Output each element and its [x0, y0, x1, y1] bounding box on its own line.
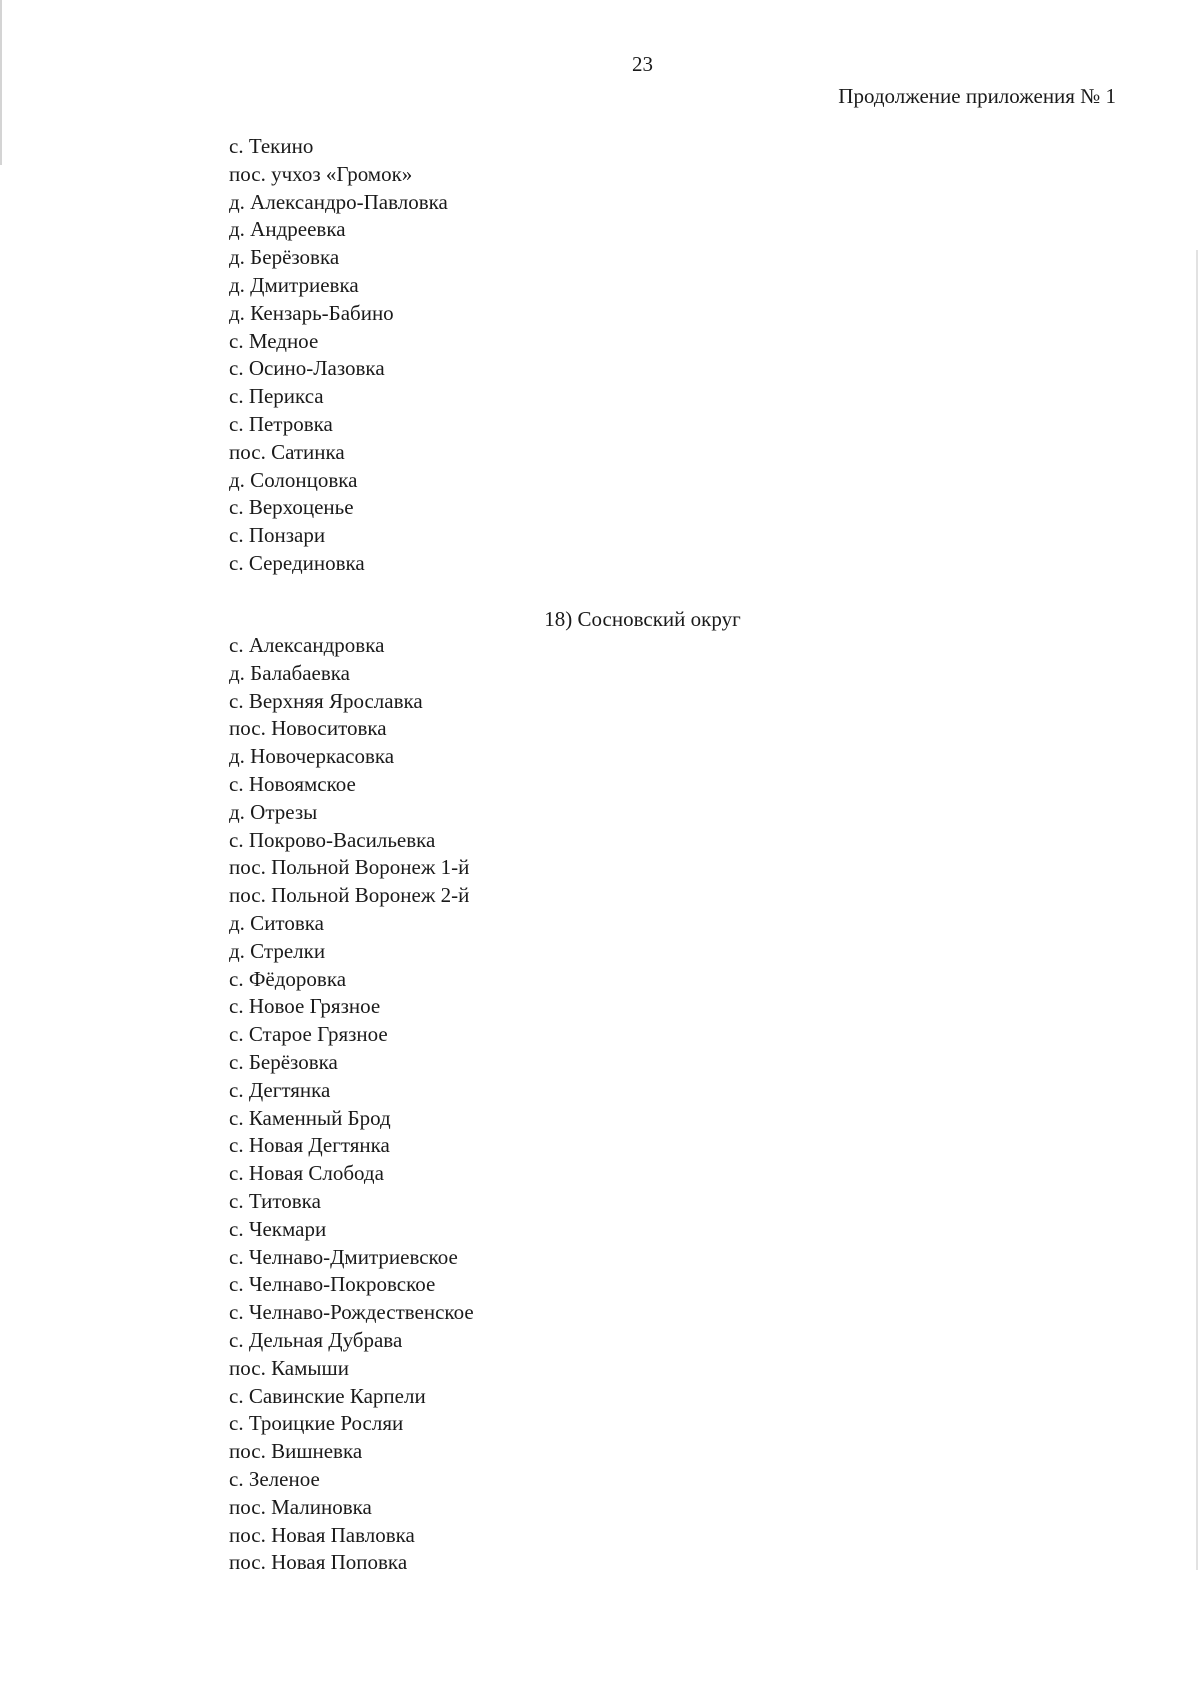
list-item: с. Челнаво-Покровское — [229, 1272, 436, 1297]
list-item: с. Осино-Лазовка — [229, 356, 385, 381]
list-item: пос. Камыши — [229, 1355, 349, 1380]
list-item: с. Берёзовка — [229, 1049, 338, 1074]
list-item: д. Ситовка — [229, 910, 324, 935]
list-item: пос. Польной Воронеж 2-й — [229, 883, 470, 908]
list-item: д. Кензарь-Бабино — [229, 300, 394, 325]
continuation-header: Продолжение приложения № 1 — [838, 84, 1116, 108]
list-item: с. Савинские Карпели — [229, 1383, 426, 1408]
list-item: с. Серединовка — [229, 550, 365, 575]
list-item: д. Берёзовка — [229, 245, 340, 270]
list-item: д. Новочеркасовка — [229, 744, 395, 769]
list-item: с. Старое Грязное — [229, 1022, 388, 1047]
list-item: пос. Новоситовка — [229, 716, 387, 741]
list-item: д. Солонцовка — [229, 467, 358, 492]
list-item: с. Петровка — [229, 411, 333, 436]
scan-edge-right — [1196, 250, 1198, 1570]
list-item: с. Медное — [229, 328, 319, 353]
list-item: с. Челнаво-Дмитриевское — [229, 1244, 458, 1269]
list-item: пос. Вишневка — [229, 1439, 363, 1464]
list-item: с. Александровка — [229, 633, 385, 657]
list-item: с. Перикса — [229, 384, 324, 409]
section-heading: 18) Сосновский округ — [544, 607, 741, 631]
list-item: с. Титовка — [229, 1188, 321, 1213]
list-item: с. Новое Грязное — [229, 994, 381, 1019]
list-item: с. Покрово-Васильевка — [229, 827, 436, 852]
list-item: с. Верхняя Ярославка — [229, 688, 423, 713]
list-item: с. Верхоценье — [229, 495, 354, 520]
list-item: с. Понзари — [229, 523, 326, 548]
list-item: с. Фёдоровка — [229, 966, 347, 991]
list-item: с. Троицкие Росляи — [229, 1411, 404, 1436]
list-item: с. Зеленое — [229, 1466, 320, 1491]
list-item: с. Текино — [229, 134, 314, 158]
list-item: с. Новая Слобода — [229, 1161, 384, 1186]
list-item: с. Чекмари — [229, 1216, 327, 1241]
list-item: пос. Малиновка — [229, 1494, 372, 1519]
scan-edge-left — [0, 0, 2, 165]
list-item: д. Отрезы — [229, 799, 318, 824]
list-item: д. Дмитриевка — [229, 272, 359, 297]
list-item: с. Новая Дегтянка — [229, 1133, 390, 1158]
list-item: с. Каменный Брод — [229, 1105, 391, 1130]
list-item: с. Дегтянка — [229, 1077, 331, 1102]
list-item: с. Челнаво-Рождественское — [229, 1300, 474, 1325]
list-item: пос. Польной Воронеж 1-й — [229, 855, 470, 880]
settlement-list-previous-district — [229, 133, 448, 578]
list-item: пос. учхоз «Громок» — [229, 161, 413, 186]
list-item: пос. Новая Поповка — [229, 1550, 408, 1575]
list-item: пос. Сатинка — [229, 439, 345, 464]
page-number: 23 — [632, 52, 653, 76]
list-item: пос. Новая Павловка — [229, 1522, 415, 1547]
list-item: д. Андреевка — [229, 217, 346, 242]
list-item: д. Стрелки — [229, 938, 326, 963]
settlement-list-sosnovsky-district — [229, 632, 474, 1577]
list-item: с. Дельная Дубрава — [229, 1327, 403, 1352]
list-item: д. Александро-Павловка — [229, 189, 448, 214]
list-item: д. Балабаевка — [229, 660, 350, 685]
list-item: с. Новоямское — [229, 771, 356, 796]
